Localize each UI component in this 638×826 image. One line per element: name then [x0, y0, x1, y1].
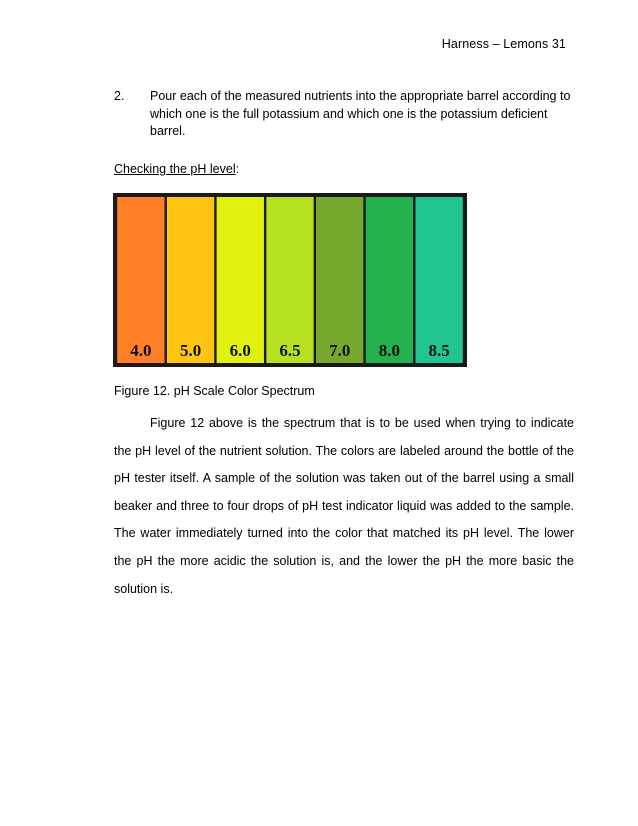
ph-label-6-0: 6.0 [229, 341, 251, 360]
body-paragraph [114, 410, 574, 603]
running-header: Harness – Lemons 31 [441, 37, 566, 51]
ph-label-8-0: 8.0 [378, 341, 401, 360]
ph-swatch-7-0 [316, 197, 363, 363]
ph-label-4-0: 4.0 [130, 341, 152, 360]
step-number: 2. [114, 89, 125, 103]
ph-swatch-8-0 [366, 197, 413, 363]
ph-swatch-6-0 [217, 197, 264, 363]
section-heading-colon: : [235, 162, 240, 176]
step-text: Pour each of the measured nutrients into the appropriate barrel according to which one is the full potassium and which one is the potassium deficient barrel. [150, 89, 571, 138]
paragraph-text: Figure 12 above is the spectrum that is to be used when trying to indicate the pH level of the nutrient solution. The colors are labeled around the bottle of the pH tester itself. A sample of the solution was taken out of the barrel using a small beaker and three to four drops of pH test indicator liquid was added to the sample. The water immediately turned into the color that matched its pH level. The lower the pH the more acidic the solution is, and the lower the pH the more basic the solution is. [114, 416, 574, 596]
ph-label-8-5: 8.5 [428, 341, 450, 360]
ph-swatch-8-5 [415, 197, 462, 363]
ph-label-5-0: 5.0 [179, 341, 202, 360]
figure-caption: Figure 12. pH Scale Color Spectrum [114, 384, 315, 398]
section-heading [114, 162, 239, 176]
ph-label-6-5: 6.5 [279, 341, 301, 360]
ph-label-7-0: 7.0 [329, 341, 351, 360]
section-heading-text: Checking the pH level [114, 162, 236, 176]
ph-swatch-5-0 [167, 197, 214, 363]
ph-swatch-6-5 [266, 197, 313, 363]
ph-swatch-4-0 [117, 197, 164, 363]
ph-color-spectrum [113, 193, 467, 367]
